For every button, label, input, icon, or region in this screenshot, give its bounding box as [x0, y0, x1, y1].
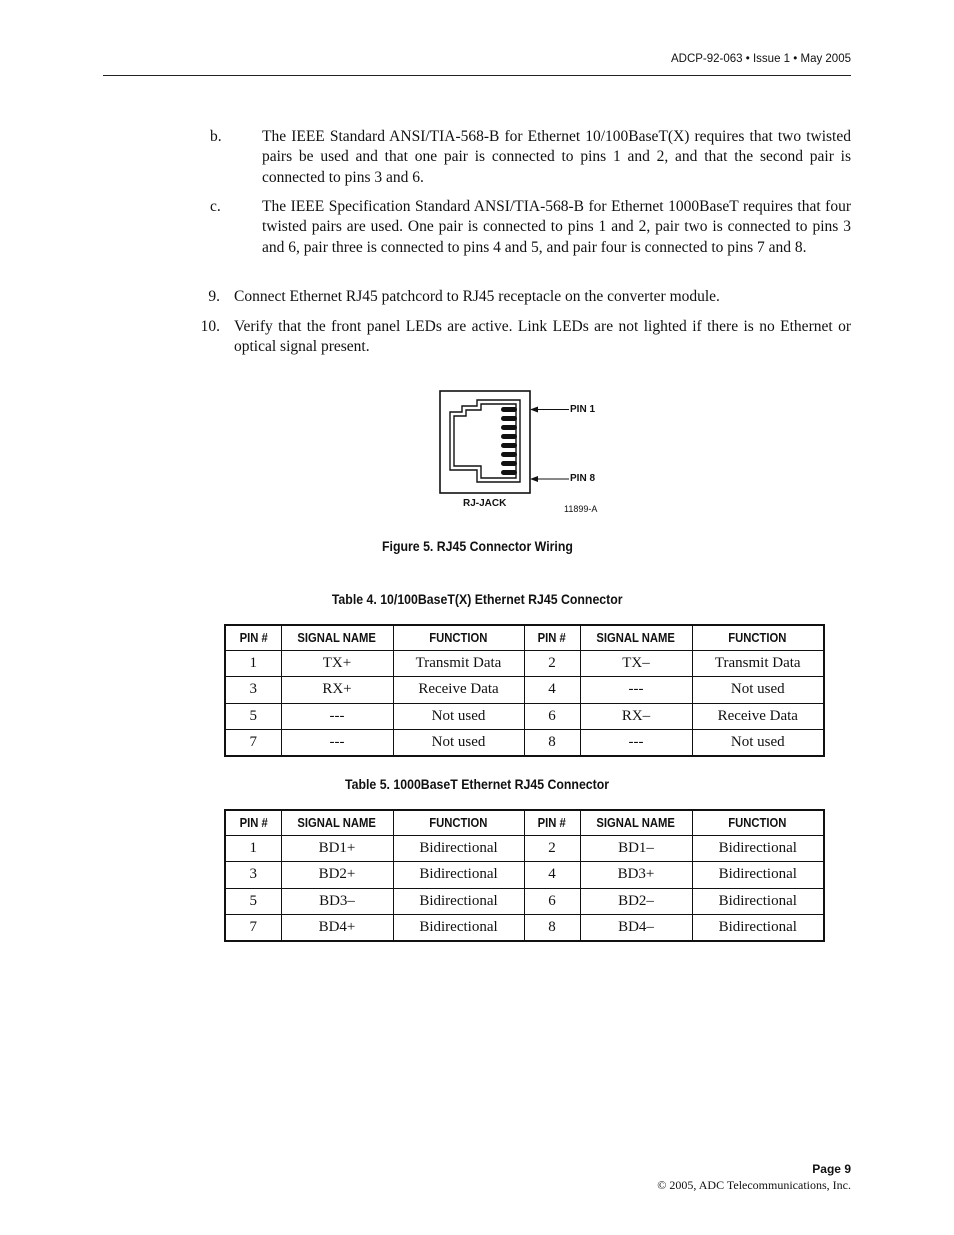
pin8-arrow — [530, 476, 569, 482]
table-cell: 2 — [524, 835, 580, 862]
column-header: FUNCTION — [692, 810, 824, 835]
item-b-marker: b. — [210, 128, 222, 145]
item-10-text: Verify that the front panel LEDs are active. Link LEDs are not lighted if there is no Ethernet or optical signal present. — [234, 318, 851, 356]
table-cell: 8 — [524, 915, 580, 942]
item-9-marker: 9. — [208, 288, 220, 305]
column-header: SIGNAL NAME — [281, 810, 393, 835]
table4-caption: Table 4. 10/100BaseT(X) Ethernet RJ45 Connector — [331, 591, 623, 607]
item-c-marker: c. — [210, 198, 221, 215]
pin8-label: PIN 8 — [570, 473, 596, 484]
table-cell: BD1+ — [281, 835, 393, 862]
table-cell: BD4– — [580, 915, 692, 942]
table-cell: Not used — [393, 703, 524, 730]
column-header: SIGNAL NAME — [580, 810, 692, 835]
jack-contacts — [501, 407, 517, 475]
table-cell: Bidirectional — [393, 915, 524, 942]
table-cell: RX+ — [281, 677, 393, 704]
jack-opening-inner — [454, 404, 516, 478]
footer-page-number: Page 9 — [812, 1162, 851, 1176]
table-row — [225, 862, 824, 889]
table-cell: --- — [281, 703, 393, 730]
column-header: SIGNAL NAME — [580, 625, 692, 650]
table-cell: --- — [580, 730, 692, 757]
column-header: FUNCTION — [393, 625, 524, 650]
column-header: PIN # — [524, 810, 580, 835]
table-cell: Receive Data — [692, 703, 824, 730]
table-cell: BD3+ — [580, 862, 692, 889]
table-cell: RX– — [580, 703, 692, 730]
table-cell: BD3– — [281, 888, 393, 915]
table-cell: 3 — [225, 677, 281, 704]
footer-copyright: © 2005, ADC Telecommunications, Inc. — [657, 1178, 851, 1192]
table-cell: Not used — [692, 730, 824, 757]
table-cell: 1 — [225, 835, 281, 862]
pin1-arrow — [530, 407, 569, 413]
table-row — [225, 915, 824, 942]
table-cell: 4 — [524, 677, 580, 704]
table4 — [224, 624, 825, 757]
table-cell: BD1– — [580, 835, 692, 862]
table-cell: 6 — [524, 888, 580, 915]
figure-caption: Figure 5. RJ45 Connector Wiring — [381, 538, 573, 554]
table-header-row — [225, 810, 824, 835]
table-cell: Receive Data — [393, 677, 524, 704]
table-cell: Transmit Data — [692, 650, 824, 677]
table-cell: --- — [281, 730, 393, 757]
table-cell: Bidirectional — [692, 862, 824, 889]
table-header-row — [225, 625, 824, 650]
table-cell: 8 — [524, 730, 580, 757]
item-9-text: Connect Ethernet RJ45 patchcord to RJ45 receptacle on the converter module. — [234, 288, 720, 305]
column-header: SIGNAL NAME — [281, 625, 393, 650]
table-cell: TX+ — [281, 650, 393, 677]
table-cell: BD2+ — [281, 862, 393, 889]
pin1-label: PIN 1 — [570, 404, 596, 415]
table-cell: Bidirectional — [393, 862, 524, 889]
table5-caption: Table 5. 1000BaseT Ethernet RJ45 Connector — [344, 776, 610, 792]
jack-opening — [450, 400, 520, 482]
table-cell: 5 — [225, 888, 281, 915]
table-cell: Not used — [393, 730, 524, 757]
table-cell: BD2– — [580, 888, 692, 915]
column-header: PIN # — [524, 625, 580, 650]
rj45-figure — [438, 390, 618, 520]
table-cell: 5 — [225, 703, 281, 730]
table-cell: Not used — [692, 677, 824, 704]
table-row — [225, 730, 824, 757]
table-cell: TX– — [580, 650, 692, 677]
table-cell: Transmit Data — [393, 650, 524, 677]
table-row — [225, 677, 824, 704]
column-header: FUNCTION — [393, 810, 524, 835]
table-row — [225, 888, 824, 915]
table-cell: Bidirectional — [692, 915, 824, 942]
figure-code: 11899-A — [564, 504, 598, 514]
column-header: FUNCTION — [692, 625, 824, 650]
column-header: PIN # — [225, 625, 281, 650]
header-doc-id: ADCP-92-063 • Issue 1 • May 2005 — [670, 53, 851, 65]
table-cell: 6 — [524, 703, 580, 730]
item-c-text: The IEEE Specification Standard ANSI/TIA-568-B for Ethernet 1000BaseT requires that four twisted pairs are used. One pair is connected to pins 1 and 2, pair two is connected to pins 3 and 6, pair three is connected to pins 4 and 5, and pair four is connected to pins 7 and 8. — [262, 198, 851, 256]
table-cell: Bidirectional — [393, 888, 524, 915]
table-cell: 1 — [225, 650, 281, 677]
table-cell: BD4+ — [281, 915, 393, 942]
table-cell: 7 — [225, 730, 281, 757]
jack-label: RJ-JACK — [463, 498, 507, 509]
table-cell: Bidirectional — [692, 835, 824, 862]
table-cell: 7 — [225, 915, 281, 942]
table-row — [225, 703, 824, 730]
column-header: PIN # — [225, 810, 281, 835]
table-cell: 3 — [225, 862, 281, 889]
table-cell: 4 — [524, 862, 580, 889]
item-b-text: The IEEE Standard ANSI/TIA-568-B for Ethernet 10/100BaseT(X) requires that two twisted pairs be used and that one pair is connected to pins 1 and 2, and that the second pair is connected to pins 3 and 6. — [262, 128, 851, 186]
table-cell: Bidirectional — [692, 888, 824, 915]
table-row — [225, 835, 824, 862]
table5 — [224, 809, 825, 942]
table-cell: 2 — [524, 650, 580, 677]
header-rule — [103, 75, 851, 76]
item-10-marker: 10. — [200, 318, 220, 335]
table-cell: --- — [580, 677, 692, 704]
table-row — [225, 650, 824, 677]
table-cell: Bidirectional — [393, 835, 524, 862]
